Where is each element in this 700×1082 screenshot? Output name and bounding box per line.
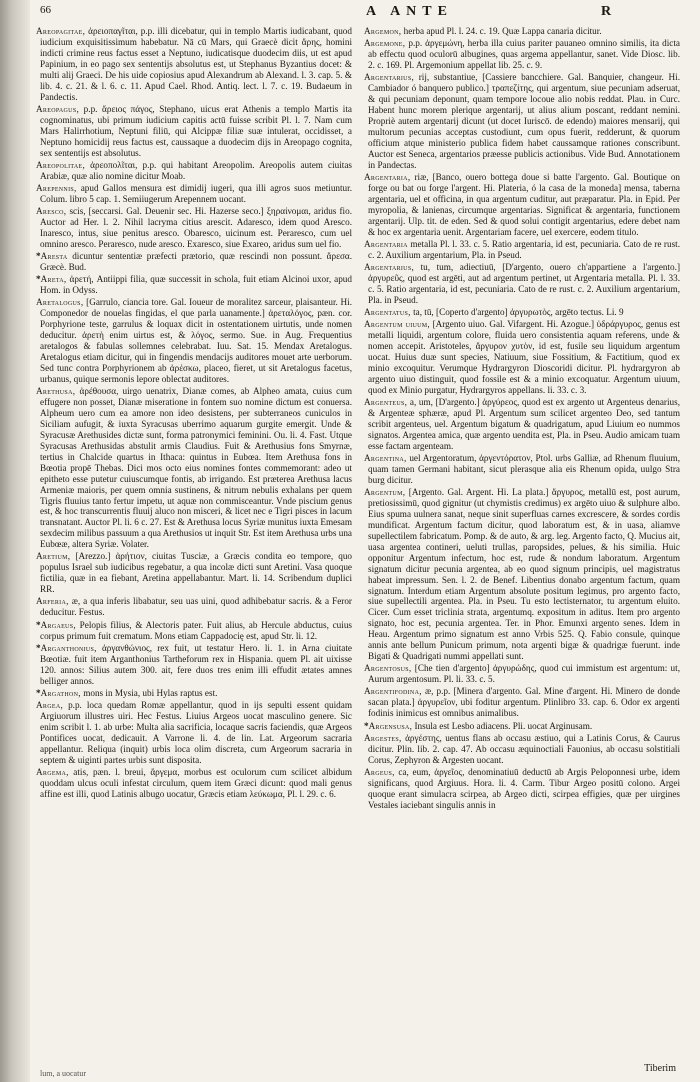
entry-definition: ta, tū, [Coperto d'argento] ἀργυρωτὸς, argēto tectus. Li. 9	[413, 306, 624, 317]
entry-definition: herba apud Pl. l. 24. c. 19. Quæ Lappa canaria dicitur.	[403, 26, 602, 36]
running-head: A ANTE	[366, 4, 453, 19]
entry-headword: Argemone,	[364, 38, 406, 49]
entry-headword: Areopagitae,	[36, 26, 86, 36]
dictionary-entry	[364, 172, 680, 238]
entry-definition: [Argento uiuo. Gal. Vifargent. Hi. Azogue.] ὑδράργυρος, genus est metalli liquidi, argentum colore, fluida uero consistentia aquam referens, unde & nomen accepit. Aristoteles, ἄργυρον χυτὸν, id est, fusile seu liquidum argentum uocat. Huius duæ sunt species, Natiuum, siue Fossitium, & Factitium, quod ex minio excoquitur. Verumque Hydrargyron Dioscoridi dicitur. Pl. hydrargyron ab argento uiuo distinguit, quod fossile est & a minio excoquatur. Argentum uiuum, quod ex Minio purgatur, Hydrargyros appellans. li. 33. c. 3.	[368, 319, 680, 395]
entry-definition: uel Argentoratum, ἀργεντόρατον, Ptol. urbs Galliæ, ad Rhenum fluuium, quam tamen Germani habitant, sicut plerasque alia eis Rhenum opida, uulgo Stra burg dicitur.	[368, 452, 681, 485]
entry-definition: ἀρετή, Antiippi filia, quæ successit in schola, fuit etiam Alcinoi uxor, apud Hom. in Odyss.	[40, 274, 352, 296]
entry-definition: ἀρέθουσα, uirgo uenatrix, Dianæ comes, ab Alpheo amata, cuius cum effugere non posset, Dianæ miseratione in fontem suo nomine dictum est conuersa. Alpheum uero cum ea amore non ideo desistens, per subterraneos cuniculos in Siciliam aufugit, & iuxta Syracusas uberrimo aquarum gurgite emergit. Unde & Syracusæ Arethusides dictæ sunt, forma patronymici feminini. Ou. li. 4. Fast. Utque Syracusas Arethusidas abstulit armis Claudius. Fuit & Arethusius fons Smyrnæ, tertius in Chalcide quartus in Ithaca: quintus in Eubœa. Item Arethusa fons in Bœotia propē Thebas. Dici mos octo eius nomines fontes commemorant: adeo ut epitheto esse putetur cuiuscumque fontis, ab irrigando. Est præterea Arethusa lacus Armeniæ maioris, per quem omnia sustinens, & nitrum nebulis exhalans per quem Tigris fluuius tanto fertur impetu, ut aquæ non commisceantur. Vnde piscium genus est, & hoc transcurrentis fluuij aluco non misceri, & licet nec e Tigri pisces in lacum transnatant. Auctor Pl. li. 6 c. 27. Est & Arethusa locus Syriæ munitus iuxta Emesam sexdecim milibus passuum a qua Arethusios ut inquit Str. Est item Arethusa urbs una Eubœæ, altera Syriæ. Volater.	[40, 386, 352, 550]
entry-definition: [Che tien d'argento] ἀργυρώδης, quod cui immistum est argentum: ut, Aurum argentosum. Pl. li. 33. c. 5.	[368, 663, 680, 685]
entry-definition: [Garrulo, ciancia tore. Gal. Ioueur de moralitez sarceur, plaisanteur. Hi. Componedor de nouelas fingidas, el que parla uanamente.] ἀρεταλόγος, pæn. cor. Porphyrione teste, garrulus & loquax dicit in ostentationem uirtutis, unde nomen deducitur. ἀρετὴ enim uirtus est, & λόγος, sermo. Sue. in Aug. Frequentius aretalogos & fabulas sollemnes celebrabat. Iuu. Sat. 15. Mendax Aretalogus. Aretalogus etiam dicitur, qui in fingendis mendacijs auditores mouet arte uerborum. Sed tunc contra Porphyrionem ab ἀρέσκω, placeo, fieret, ut sit Aretalogus facetus, urbanus, quique sermonis lepore oblectat auditores.	[40, 297, 352, 384]
dictionary-entry	[364, 239, 680, 261]
dictionary-entry	[364, 487, 680, 662]
entry-headword: Argentatus,	[364, 306, 411, 317]
entry-definition: ἀργανθώνιος, rex fuit, ut testatur Hero. li. 1. in Arna ciuitate Bœotiæ. fuit item Arganthonius Tartheforum rex in Hispania. quem Pl. ait uixisse 120. annos: Silius autem 300. ait, fere duos tres enim illi effudit ætates amnes belliger annos.	[40, 642, 352, 686]
entry-definition: tu, tum, adiectiuū, [D'argento, ouero ch'appartiene a l'argento.] ἀργυρεῦς, quod est argēti, aut ad argentum pertinet, ut Argentaria metalla. Pl. l. 33. c. 5. Ratio argentaria, id est, pecuniaria. Cato de re rust. c. 2. Auxilium argentarium, Pla. in Pseud.	[368, 261, 680, 305]
dictionary-entry	[364, 262, 680, 306]
entry-definition: ἀρειοπαγῖται, p.p. illi dicebatur, qui in templo Martis iudicabant, quod iudicium exquisitissimum habebatur. Nā cū Mars, qui Graecè dicit ἄρης, homini indicti crimine reus factus esset a Neptuno, iudicatisque duodecim diis, ut est apud Papinium, in eo pago sex sententijs absolutus est, ut Stephanus Byzantius docet: & multi alij Graeci. De his uide copiosius apud Alexandrum ab Alexand. l. 3. cap. 5. & lib. 4. c. 21. & l. 6. c. 11. Apud Cael. Rhod. Antiq. lect. l. 7. c. 19. Budaeum in Pandectis.	[40, 26, 352, 102]
entry-marker: *	[36, 642, 41, 653]
entry-marker: *	[364, 720, 369, 731]
entry-headword: Argentosus,	[364, 663, 412, 674]
entry-headword: Argemon,	[364, 26, 402, 36]
left-column	[36, 26, 352, 812]
entry-headword: Argentaria	[364, 238, 408, 249]
catchword: Tiberim	[644, 1063, 676, 1074]
entry-definition: Pelopis filius, & Alectoris pater. Fuit alius, ab Hercule abductus, cuius corpus primum fuit crematum. Mons etiam Cappadocię est, apud Str. li. 12.	[40, 619, 353, 641]
dictionary-entry	[36, 274, 352, 296]
entry-definition: dicuntur sententiæ præfecti prætorio, quæ rescindi non possunt. ἄρεσα. Græcè. Bud.	[40, 251, 353, 272]
entry-definition: apud Gallos mensura est dimidij iugeri, qua illi agros suos metiuntur. Colum. libro 5 cap. 1. Semiiugerum Arepennem uocant.	[40, 182, 353, 204]
entry-definition: atis, pæn. l. breui, ἄργεμα, morbus est oculorum cum scilicet albidum quoddam ulcus oculi infestat circulum, quem item Græci dicunt: quod mali genus affine est illi, quod Latinis albugo uocatur, Græcis etiam λεύκωμα, Pl. l. 29. c. 6.	[40, 766, 352, 799]
entry-definition: æ, p.p. [Minera d'argento. Gal. Mine d'argent. Hi. Minero de donde sacan plata.] ἀργυρεῖον, ubi foditur argentum. Plinlibro 33. cap. 6. Odor ex argenti fodinis inimicus est omnibus animalibus.	[368, 686, 681, 719]
dictionary-entry	[364, 397, 680, 452]
dictionary-entry	[36, 160, 352, 182]
text-columns	[36, 26, 680, 812]
dictionary-entry	[36, 551, 352, 595]
dictionary-entry	[36, 297, 352, 385]
dictionary-entry	[36, 688, 352, 699]
entry-definition: æ, a qua inferis libabatur, seu uas uini, quod adhibebatur sacris. & a Feror deducitur. Festus.	[40, 596, 352, 618]
dictionary-entry	[36, 104, 352, 159]
entry-headword: Argentaria,	[364, 171, 411, 182]
entry-headword: Areopolitae,	[36, 159, 86, 170]
entry-headword: Arepennis,	[36, 182, 77, 193]
entry-headword: Argestes,	[364, 732, 402, 743]
dictionary-entry	[364, 663, 680, 685]
entry-headword: Areopagus,	[36, 103, 80, 114]
entry-headword: Aretium,	[36, 551, 71, 562]
entry-definition: metalla Pl. l. 33. c. 5. Ratio argentaria, id est, pecuniaria. Cato de re rust. c. 2. Auxilium argentarium, Pla. in Pseud.	[368, 238, 680, 260]
dictionary-entry	[364, 686, 680, 719]
entry-headword: Arganthonius,	[40, 642, 97, 653]
entry-headword: Aresco,	[36, 206, 67, 216]
entry-definition: a, um, [D'argento.] ἀργύρεος, quod est ex argento ut Argenteus denarius, & Argenteæ sphæræ, apud Pl. Argentum sum scilicet argenteo Deo, sed tantum scribit argenteus, uel. Argentum bigatum & quadrigatum, apud Liuium eo nummos signatos. Argentea amica, quæ argento uendita est, Pla. in Pseu. Audio amicam tuam esse factam argenteam.	[368, 396, 680, 451]
entry-definition: mons in Mysia, ubi Hylas raptus est.	[83, 687, 218, 698]
entry-definition: ca, eum, ἀργεῖος, denominatiuū deductū ab Argis Peloponnesi urbe, idem significans, quod Argiuus. Hora. li. 4. Carm. Tibur Argeo positū colono. Argei quoque erant simulacra scirpea, ab Argeo dicti, scirpea effigies, quæ per uirgines Vestales iaciebant singulis annis in	[368, 766, 681, 810]
entry-headword: Arethusa,	[36, 386, 76, 396]
dictionary-entry	[36, 26, 352, 103]
entry-definition: scis, [seccarsi. Gal. Deuenir sec. Hi. Hazerse seco.] ξηραίνομαι, aridus fio. Auctor ad Her. l. 2. Nihil lacryma citius arescit. Adaresco, idem quod Aresco. Inaresco, intus, siue penitus aresco. Obaresco, uicinum est. Peraresco, cum uel omnino aresco. Peraresco, nude aresco. Exaresco, siue Exareo, aridus sum uel fio.	[40, 206, 352, 249]
entry-headword: Argema,	[36, 766, 69, 777]
entry-headword: Argensusa,	[368, 720, 413, 731]
entry-headword: Aresta	[40, 251, 68, 261]
entry-headword: Argentifodina,	[364, 686, 422, 697]
dictionary-entry	[36, 386, 352, 550]
entry-marker: *	[36, 251, 41, 261]
entry-headword: Argentum uiuum,	[364, 319, 430, 330]
dictionary-entry	[36, 183, 352, 205]
entry-headword: Argeus,	[364, 766, 395, 777]
folio-number: 66	[40, 4, 51, 16]
dictionary-entry	[364, 26, 680, 37]
entry-headword: Argenteus,	[364, 396, 408, 407]
dictionary-entry	[364, 72, 680, 171]
dictionary-entry	[36, 700, 352, 766]
dictionary-entry	[364, 733, 680, 766]
entry-marker: *	[36, 687, 41, 698]
entry-headword: Argentina,	[364, 452, 407, 463]
page-header	[36, 0, 680, 26]
dictionary-entry	[36, 767, 352, 800]
dictionary-entry	[36, 643, 352, 687]
entry-definition: ἀρεοπολῖται, p.p. qui habitant Areopolim. Areopolis autem ciuitas Arabiæ, quæ alio nomine dicitur Moab.	[40, 159, 353, 181]
entry-headword: Argea,	[36, 699, 64, 710]
entry-definition: rij, substantiue, [Cassiere bancchiere. Gal. Banquier, changeur. Hi. Cambiador ó banquero publico.] τραπεζίτης, qui argentum, siue pecuniam adseruat, & qui pecuniam deponunt, quam tempore locoue alio nobis reddat. Plau. in Curc. Habent hunc morem plerique argentarij, ut alius alium poscant, reddant nemini. Propriè autem argentarij dicunt (ut docet Iuriscō. de edendo) maiores mensarij, qui multorum pecunias acceptas custodiunt, cum opus fuerit, redderunt, & quorum officium atque ministerio publica fidem habet caussamque rationes conscribunt. Auctor est Seneca, argentarios præesse publicis actionibus. Vide Bud. Annotationem in Pandectas.	[368, 72, 680, 170]
dictionary-entry	[36, 596, 352, 618]
dictionary-entry	[36, 251, 352, 273]
dictionary-entry	[364, 721, 680, 732]
entry-definition: ἀργέστης, uentus flans ab occasu æstiuo, qui a Latinis Corus, & Caurus dicitur. Plin. lib. 2. cap. 47. Ab occasu æquinoctiali Fauonius, ab occasu solstitiali Corus, Zephyron & Argesten uocant.	[368, 732, 681, 765]
right-column	[364, 26, 680, 812]
dictionary-entry	[364, 319, 680, 396]
entry-marker: *	[36, 274, 41, 285]
entry-headword: Argathon,	[40, 687, 81, 698]
running-head-alt: R	[601, 4, 618, 19]
dictionary-entry	[364, 38, 680, 71]
entry-headword: Areta,	[40, 274, 67, 285]
entry-definition: p.p. ἀργεμώνη, herba illa cuius pariter pauaneo omnino similis, ita dicta ab effectu quod oculorū albugines, quas argema appellantur, sanet. Vide Diosc. lib. 2. c. 169. Pl. Argemonium appellat lib. 25. c. 9.	[368, 38, 680, 71]
entry-definition: riæ, [Banco, ouero bottega doue si batte l'argento. Gal. Boutique on forge ou bat ou forge l'argent. Hi. Plateria, ó la casa de la moneda] mensa, taberna argentaria, uel et officina, in qua argentum cuditur, aut præparatur. Pla. in Epid. Per myropolia, & lanienas, circumque argentarias. Significat & argentaria, functionem argentarij. Ulp. tit. de eden. Sed & quod solui contigit argentarius, edere debet nam & hoc ex argentaria uenit. Argentariam facere, uel exercere, eodem titulo.	[368, 171, 681, 237]
entry-headword: Argentarius,	[364, 72, 415, 83]
entry-marker: *	[36, 619, 41, 630]
page-gutter	[0, 0, 30, 1082]
dictionary-entry	[36, 620, 352, 642]
entry-headword: Arferia,	[36, 596, 69, 607]
entry-definition: [Arezzo.] ἀρήτιον, ciuitas Tusciæ, a Græcis condita eo tempore, quo populus Israel sub iudicibus regebatur, a qua incolæ dicti sunt Aretini. Vasa quoque fictilia, quæ in ea fiebant, Aretina appellabantur. Mart. li. 14. Scribendum duplici RR.	[40, 551, 353, 595]
bleed-through-text: lum, a uocatur	[40, 1069, 86, 1078]
entry-headword: Argentarius,	[364, 261, 415, 272]
entry-definition: p.p. loca quedam Romæ appellantur, quod in ijs sepulti essent quidam Argiuorum illustres uiri. Hec Festus. Liuius Argeos uocat masculino genere. Sic enim scribit l. 1. ab urbe: Multa alia sacrificia, locaque sacris faciendis, quæ Argeos Pontifices uocat, dedicauit. A Varrone li. 4. de lin. Lat. Argeorum sacraria appellantur. Reliqua (inquit) urbis loca olim discreta, cum Argeorum sacraria in septem & uiginti partes urbis sunt disposita.	[40, 699, 352, 765]
entry-definition: Insula est Lesbo adiacens. Pli. uocat Arginusam.	[414, 720, 593, 731]
dictionary-entry	[36, 206, 352, 250]
entry-headword: Argaeus,	[40, 619, 76, 630]
entry-definition: [Argento. Gal. Argent. Hi. La plata.] ἄργυρος, metallū est, post aurum, pretiosissimū, quod gignitur (ut chymistis credimus) ex argēto uiuo & sulphure albo. Eius spuma uulnera sanat, neque sinit superfluas carnes excrescere, & sordes cordis mundificat. Argentum factum dicitur, quod laboratum est, & in uasa, aliamve supellectilem fabricatum. Pomp. & de auto, & arg. leg. Argento facto, Q. Mucius ait, uasa argentea contineri, ueluti trullas, paropsides, pelues, & his similia. Huic opponitur Argentum infectum, hoc est, rude & nondum laboratum. Argentum signatum dicitur pecunia argentea, ab eo quod signum principis, uel magistratus habeat impressum. Sen. l. 2. de Benef. Libentius donabo argentum factum, quam signatum. Interdum etiam Argentum absolute positum legimus, pro argento facto, siue supellectili argentea. Pla. in Pseu. Tu esto lectisternator, tu argentum eluito. Cicer. Cum esset triclinia strata, argentumq. expositum in aditus. Item pro argento signato, hoc est, pecunia argentea. Ter. in Phor. Emunxi argento senes. Idem in Heau. Argentum primo signatum est anno Vrbis 525. Q. Fabio consule, quinque annis ante bellum Punicum primum, nota argenti bigæ & quadrigæ fuerunt. inde Bigati & Quadrigati nummi appellati sunt.	[368, 486, 681, 662]
entry-definition: p.p. ἄρειος πάγος, Stephano, uicus erat Athenis a templo Martis ita cognominatus, ubi primum iudicium capitis actū fuisse scribit Pl. l. 7. Nam cum Mars Halirrhotium, Neptuni filiū, qui Alcippæ filiæ suæ intulerat, occidisset, a Neptuno homicidij reus factus est, caussaque a duodecim dijs in Areopago cognita, sex sententijs est absolutus.	[40, 103, 352, 158]
entry-headword: Aretalogus,	[36, 297, 84, 308]
entry-headword: Argentum,	[364, 486, 406, 497]
dictionary-entry	[364, 453, 680, 486]
dictionary-entry	[364, 767, 680, 811]
dictionary-entry	[364, 307, 680, 318]
